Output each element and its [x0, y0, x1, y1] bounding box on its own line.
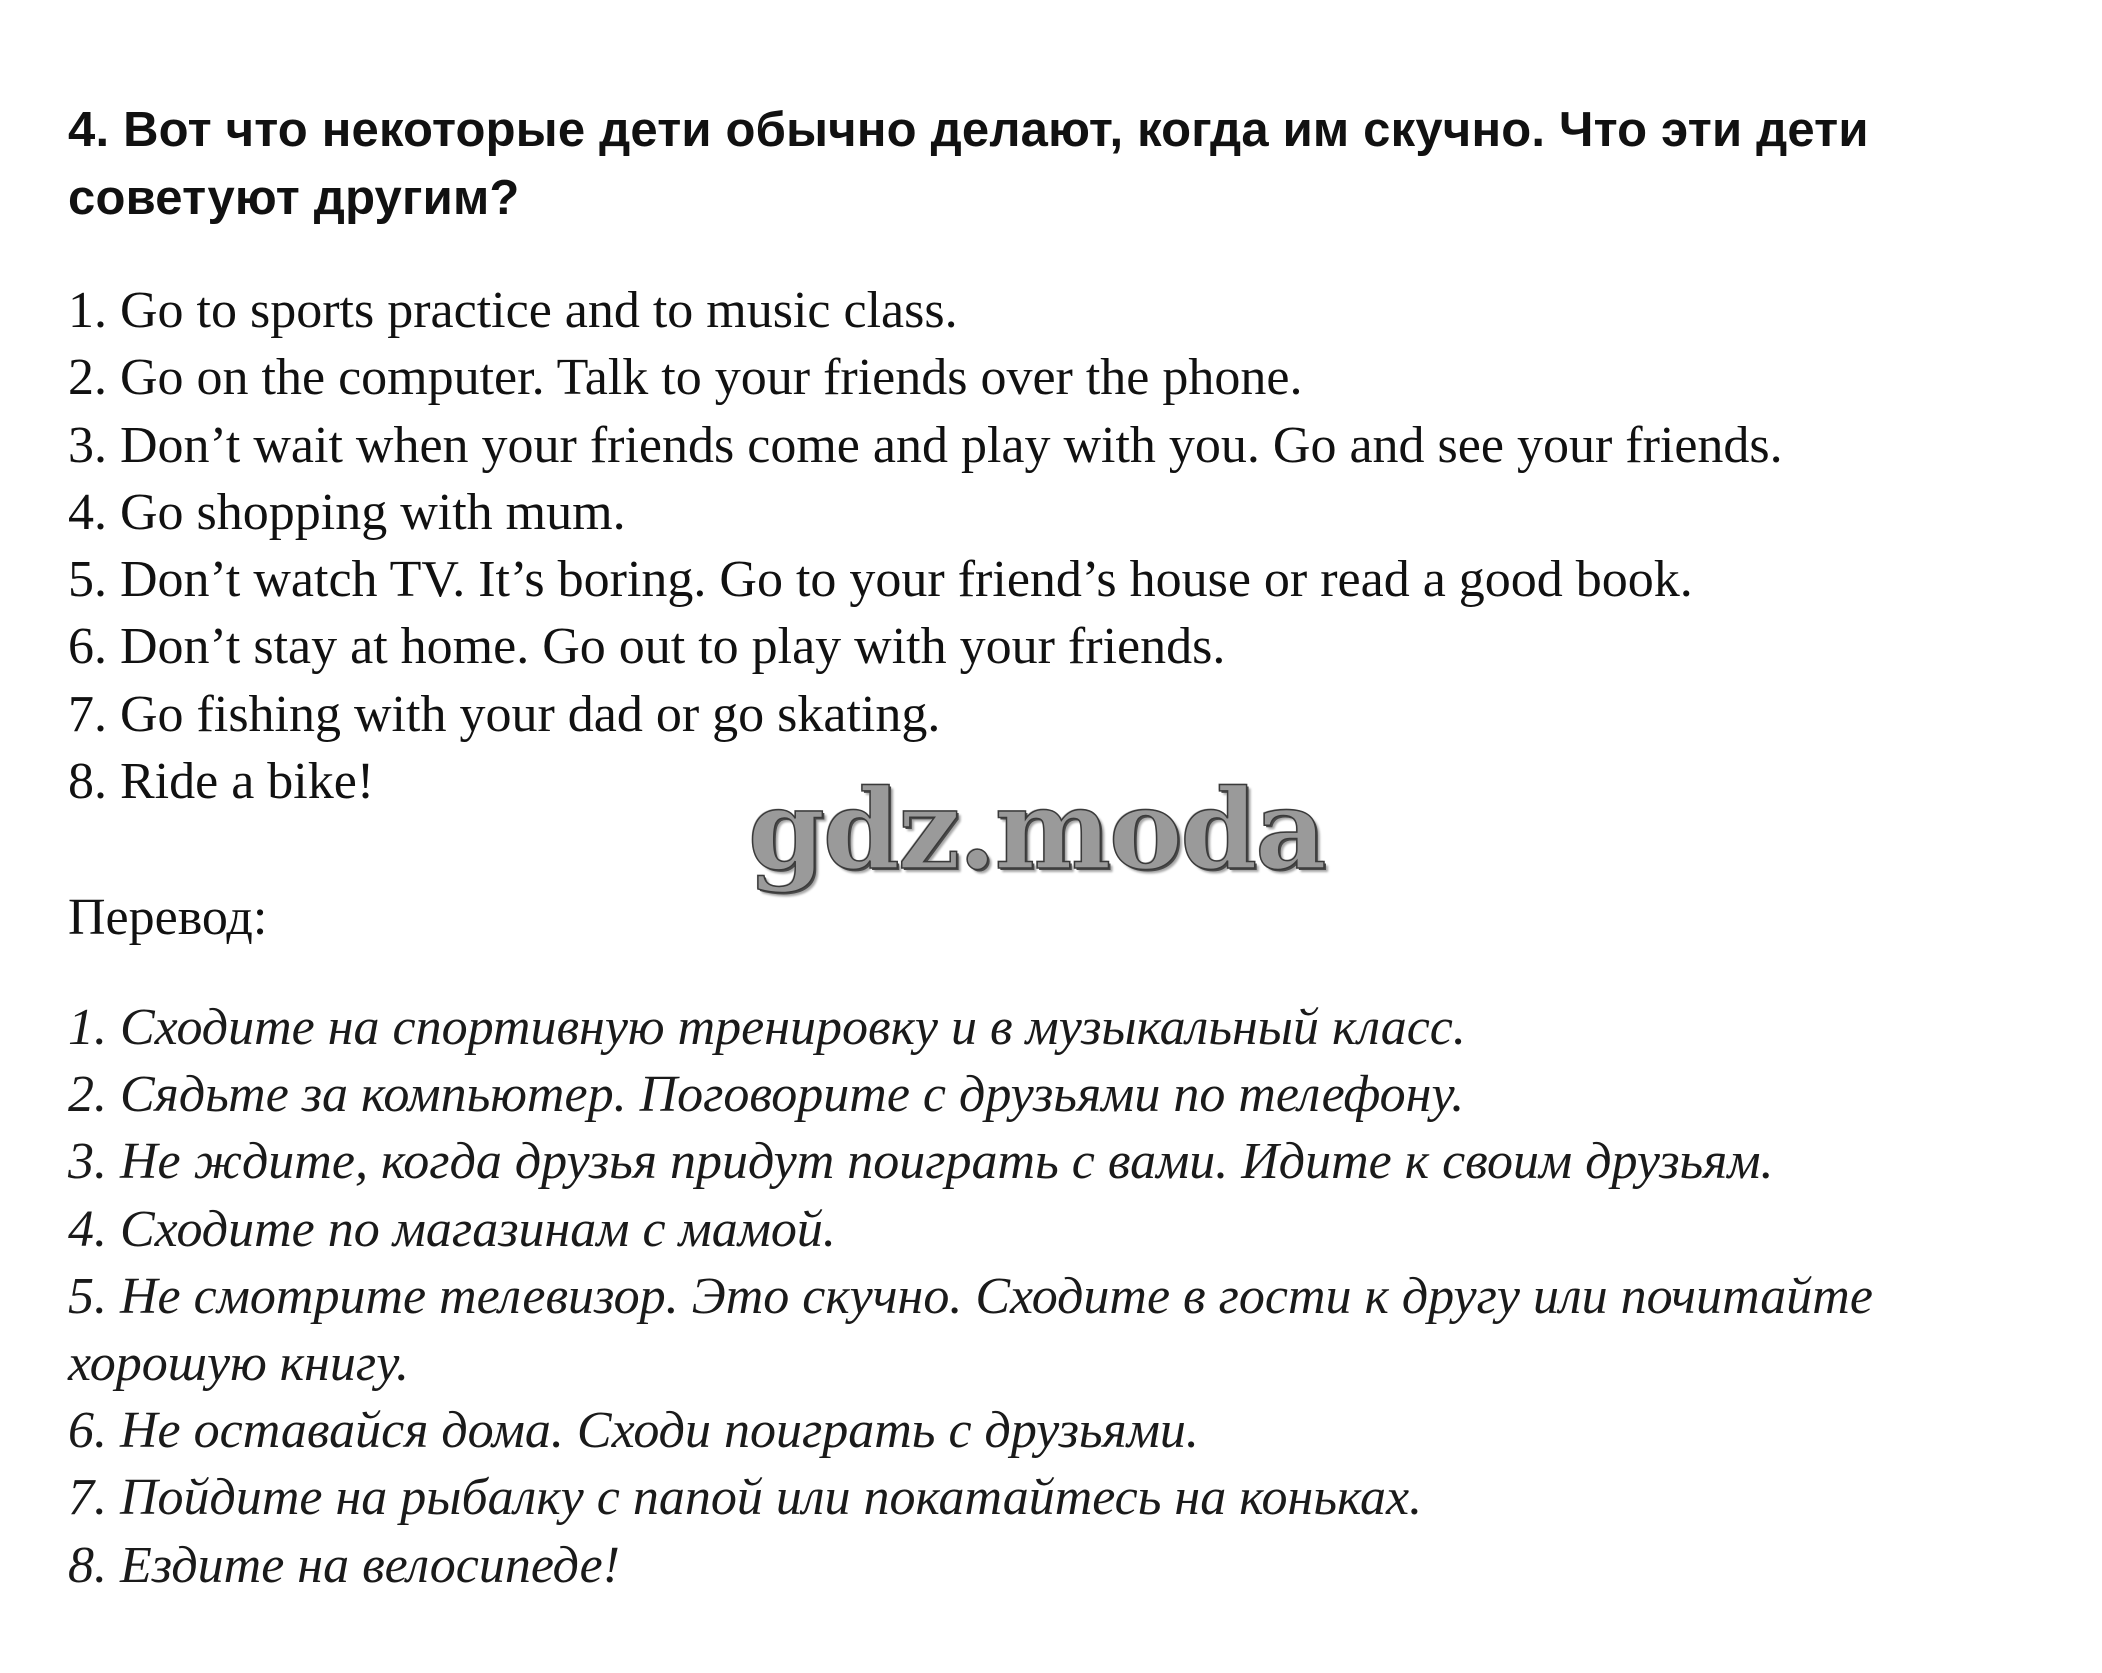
answer-list	[68, 277, 1783, 815]
answer-item-2: 2. Go on the computer. Talk to your friends over the phone.	[68, 349, 1303, 407]
translation-item-2: 2. Сядьте за компьютер. Поговорите с друзьями по телефону.	[68, 1066, 1465, 1124]
answer-item-5: 5. Don’t watch TV. It’s boring. Go to your friend’s house or read a good book.	[68, 551, 1693, 609]
task-title: 4. Вот что некоторые дети обычно делают, когда им скучно. Что эти дети советуют другим?	[68, 103, 1869, 225]
answer-item-6: 6. Don’t stay at home. Go out to play with your friends.	[68, 618, 1226, 676]
translation-item-8: 8. Ездите на велосипеде!	[68, 1536, 620, 1594]
watermark-logo: gdz.moda	[748, 765, 1325, 894]
translation-item-6: 6. Не оставайся дома. Сходи поиграть с друзьями.	[68, 1402, 1199, 1460]
answer-item-4: 4. Go shopping with mum.	[68, 483, 626, 541]
translation-item-1: 1. Сходите на спортивную тренировку и в музыкальный класс.	[68, 999, 1466, 1056]
answer-item-1: 1. Go to sports practice and to music class.	[68, 282, 958, 339]
translation-item-5: 5. Не смотрите телевизор. Это скучно. Сходите в гости к другу или почитайте хорошую книгу.	[68, 1267, 1873, 1393]
answer-item-7: 7. Go fishing with your dad or go skating.	[68, 685, 941, 743]
translation-item-4: 4. Сходите по магазинам с мамой.	[68, 1200, 836, 1258]
answer-item-3: 3. Don’t wait when your friends come and play with you. Go and see your friends.	[68, 416, 1783, 474]
translation-item-3: 3. Не ждите, когда друзья придут поиграть с вами. Идите к своим друзьям.	[68, 1133, 1774, 1191]
translation-list	[68, 994, 2058, 1599]
answer-item-8: 8. Ride a bike!	[68, 753, 375, 811]
translation-item-7: 7. Пойдите на рыбалку с папой или покатайтесь на коньках.	[68, 1469, 1423, 1527]
translation-heading: Перевод:	[68, 889, 268, 946]
